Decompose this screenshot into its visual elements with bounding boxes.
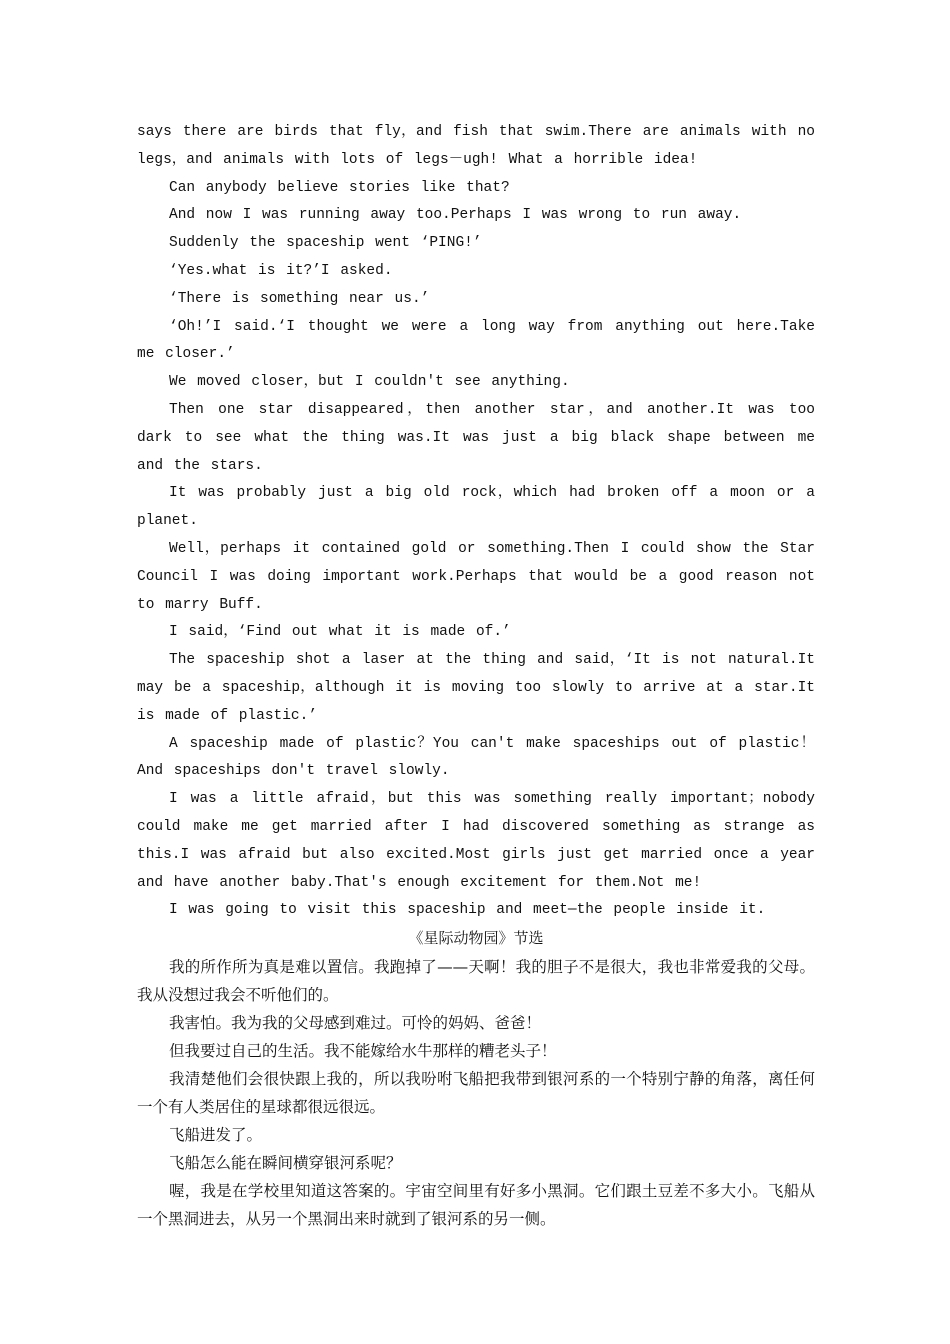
- paragraph: 飞船怎么能在瞬间横穿银河系呢？: [169, 1153, 402, 1172]
- paragraph: Well，perhaps it contained gold or something.Then I could show the Star Council I was doing important work.Perhaps that would be a good reason not to marry Buff.: [137, 540, 815, 613]
- paragraph: ‘Oh!’I said.‘I thought we were a long way from anything out here.Take me closer.’: [137, 318, 815, 363]
- document-page: [137, 119, 815, 1233]
- paragraph: It was probably just a big old rock，which had broken off a moon or a planet.: [137, 485, 815, 530]
- paragraph: Can anybody believe stories like that?: [169, 179, 510, 196]
- paragraph: I said，‘Find out what it is made of.’: [169, 624, 511, 641]
- chinese-passage: [137, 953, 815, 1233]
- paragraph: ‘Yes.what is it?’I asked.: [169, 262, 393, 279]
- paragraph: The spaceship shot a laser at the thing and said，‘It is not natural.It may be a spaceship，although it is moving too slowly to arrive at a star.It is made of plastic.’: [137, 652, 815, 724]
- paragraph: We moved closer，but I couldn't see anything.: [169, 374, 570, 391]
- paragraph: I was going to visit this spaceship and meet—the people inside it.: [169, 902, 766, 919]
- paragraph: 但我要过自己的生活。我不能嫁给水牛那样的糟老头子！: [169, 1041, 557, 1060]
- paragraph: And now I was running away too.Perhaps I was wrong to run away.: [169, 207, 742, 224]
- paragraph: Suddenly the spaceship went ‘PING!’: [169, 235, 482, 252]
- section-title: 《星际动物园》节选: [408, 929, 544, 948]
- paragraph: says there are birds that fly，and fish that swim.There are animals with no legs，and animals with lots of legs－ugh! What a horrible idea!: [137, 124, 815, 168]
- paragraph: A spaceship made of plastic？You can't make spaceships out of plastic！And spaceships don't travel slowly.: [137, 735, 815, 780]
- paragraph: ‘There is something near us.’: [169, 290, 430, 307]
- english-passage: [137, 119, 815, 925]
- paragraph: I was a little afraid，but this was something really important；nobody could make me get married after I had discovered something as strange as this.I was afraid but also excited.Most girls just get married once a year and have another baby.That's enough excitement for them.Not me!: [137, 791, 815, 891]
- paragraph: 我的所作所为真是难以置信。我跑掉了——天啊！我的胆子不是很大，我也非常爱我的父母。我从没想过我会不听他们的。: [137, 957, 815, 1004]
- paragraph: 我清楚他们会很快跟上我的，所以我吩咐飞船把我带到银河系的一个特别宁静的角落，离任何一个有人类居住的星球都很远很远。: [137, 1069, 815, 1116]
- paragraph: 飞船进发了。: [169, 1125, 263, 1144]
- paragraph: 喔，我是在学校里知道这答案的。宇宙空间里有好多小黑洞。它们跟土豆差不多大小。飞船从一个黑洞进去，从另一个黑洞出来时就到了银河系的另一侧。: [137, 1181, 815, 1228]
- paragraph: Then one star disappeared，then another star，and another.It was too dark to see what the thing was.It was just a big black shape between me and the stars.: [137, 401, 815, 474]
- paragraph: 我害怕。我为我的父母感到难过。可怜的妈妈、爸爸！: [169, 1013, 542, 1032]
